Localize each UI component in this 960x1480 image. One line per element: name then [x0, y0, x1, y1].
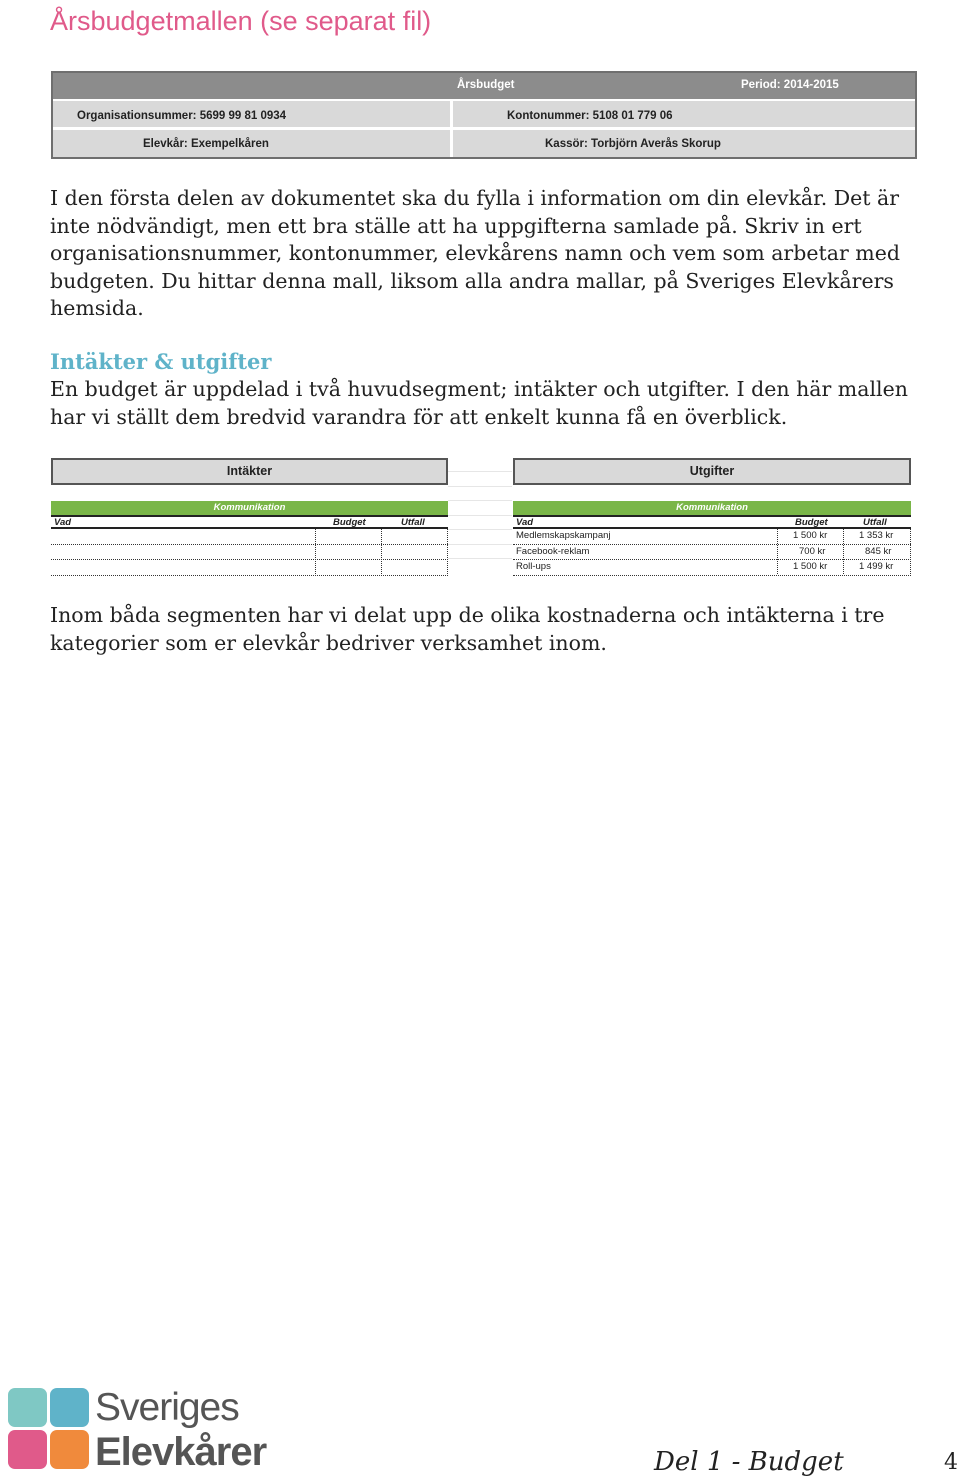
- category-band: Kommunikation: [51, 501, 448, 515]
- sheet-title-bar: [53, 73, 915, 99]
- row-budget: 1 500 kr: [793, 561, 828, 572]
- expense-sheet-title: Utgifter: [513, 458, 911, 485]
- page-number: 4: [944, 1450, 958, 1475]
- income-sheet-title: Intäkter: [51, 458, 448, 485]
- row-outcome: 1 353 kr: [859, 530, 894, 541]
- table-row: [513, 545, 911, 561]
- table-row: [513, 560, 911, 576]
- divider: [910, 529, 911, 574]
- category-band: Kommunikation: [513, 501, 911, 515]
- account-number: Kontonummer: 5108 01 779 06: [507, 110, 673, 122]
- logo-wordmark: [95, 1386, 266, 1474]
- annual-budget-header-sheet: [51, 71, 917, 159]
- row-outcome: 845 kr: [865, 545, 892, 557]
- col-budget: Budget: [333, 517, 366, 528]
- col-outcome: Utfall: [401, 517, 425, 528]
- col-budget: Budget: [795, 517, 828, 528]
- row-budget: 1 500 kr: [793, 530, 828, 541]
- row-what: Medlemskapskampanj: [516, 530, 611, 541]
- row-budget: 700 kr: [799, 545, 826, 557]
- segments-paragraph: En budget är uppdelad i två huvudsegment; intäkter och utgifter. I den här mallen har vi ställt dem bredvid varandra för att enkelt kunna få en överblick.: [50, 377, 908, 429]
- column-header-row: [51, 515, 448, 529]
- sheet-title: Årsbudget: [457, 79, 515, 91]
- divider: [53, 127, 915, 130]
- section-heading: Intäkter & utgifter: [50, 349, 272, 374]
- divider: [777, 529, 778, 574]
- categories-paragraph: Inom båda segmenten har vi delat upp de olika kostnaderna och intäkterna i tre kategorier som er elevkår bedriver verksamhet inom.: [50, 603, 885, 655]
- table-row: [513, 529, 911, 545]
- column-header-row: [513, 515, 911, 529]
- row-what: Roll-ups: [516, 561, 551, 572]
- income-sheet: [51, 458, 448, 574]
- divider: [315, 529, 316, 574]
- intro-paragraph: I den första delen av dokumentet ska du fylla i information om din elevkår. Det är inte nödvändigt, men ett bra ställe att ha uppgifterna samlade på. Skriv in ert organisationsnummer, kontonummer, elevkårens namn och vem som arbetar med budgeten. Du hittar denna mall, liksom alla andra mallar, på Sveriges Elevkårers hemsida.: [50, 186, 900, 320]
- row-what: Facebook-reklam: [516, 545, 590, 557]
- expense-sheet: [513, 458, 911, 574]
- table-row: [51, 529, 448, 545]
- empty-grid: [448, 458, 512, 574]
- col-what: Vad: [54, 517, 72, 528]
- col-what: Vad: [516, 517, 534, 528]
- divider: [843, 529, 844, 574]
- logo-square-icon: [50, 1388, 89, 1427]
- table-row: [51, 560, 448, 576]
- divider: [381, 529, 382, 574]
- org-number: Organisationsummer: 5699 99 81 0934: [77, 110, 287, 122]
- footer-section: Del 1 - Budget: [654, 1447, 844, 1477]
- treasurer-name: Kassör: Torbjörn Averås Skorup: [545, 138, 721, 150]
- col-outcome: Utfall: [863, 517, 887, 528]
- logo-line1: Sveriges: [95, 1386, 239, 1429]
- table-row: [51, 545, 448, 561]
- logo-square-icon: [8, 1388, 47, 1427]
- logo-square-icon: [8, 1430, 47, 1469]
- logo-line2: Elevkårer: [95, 1430, 267, 1474]
- divider: [53, 99, 915, 101]
- logo-square-icon: [50, 1430, 89, 1469]
- sheet-period: Period: 2014-2015: [741, 79, 839, 91]
- row-outcome: 1 499 kr: [859, 561, 894, 572]
- page-title: Årsbudgetmallen (se separat fil): [50, 6, 432, 36]
- council-name: Elevkår: Exempelkåren: [143, 138, 269, 150]
